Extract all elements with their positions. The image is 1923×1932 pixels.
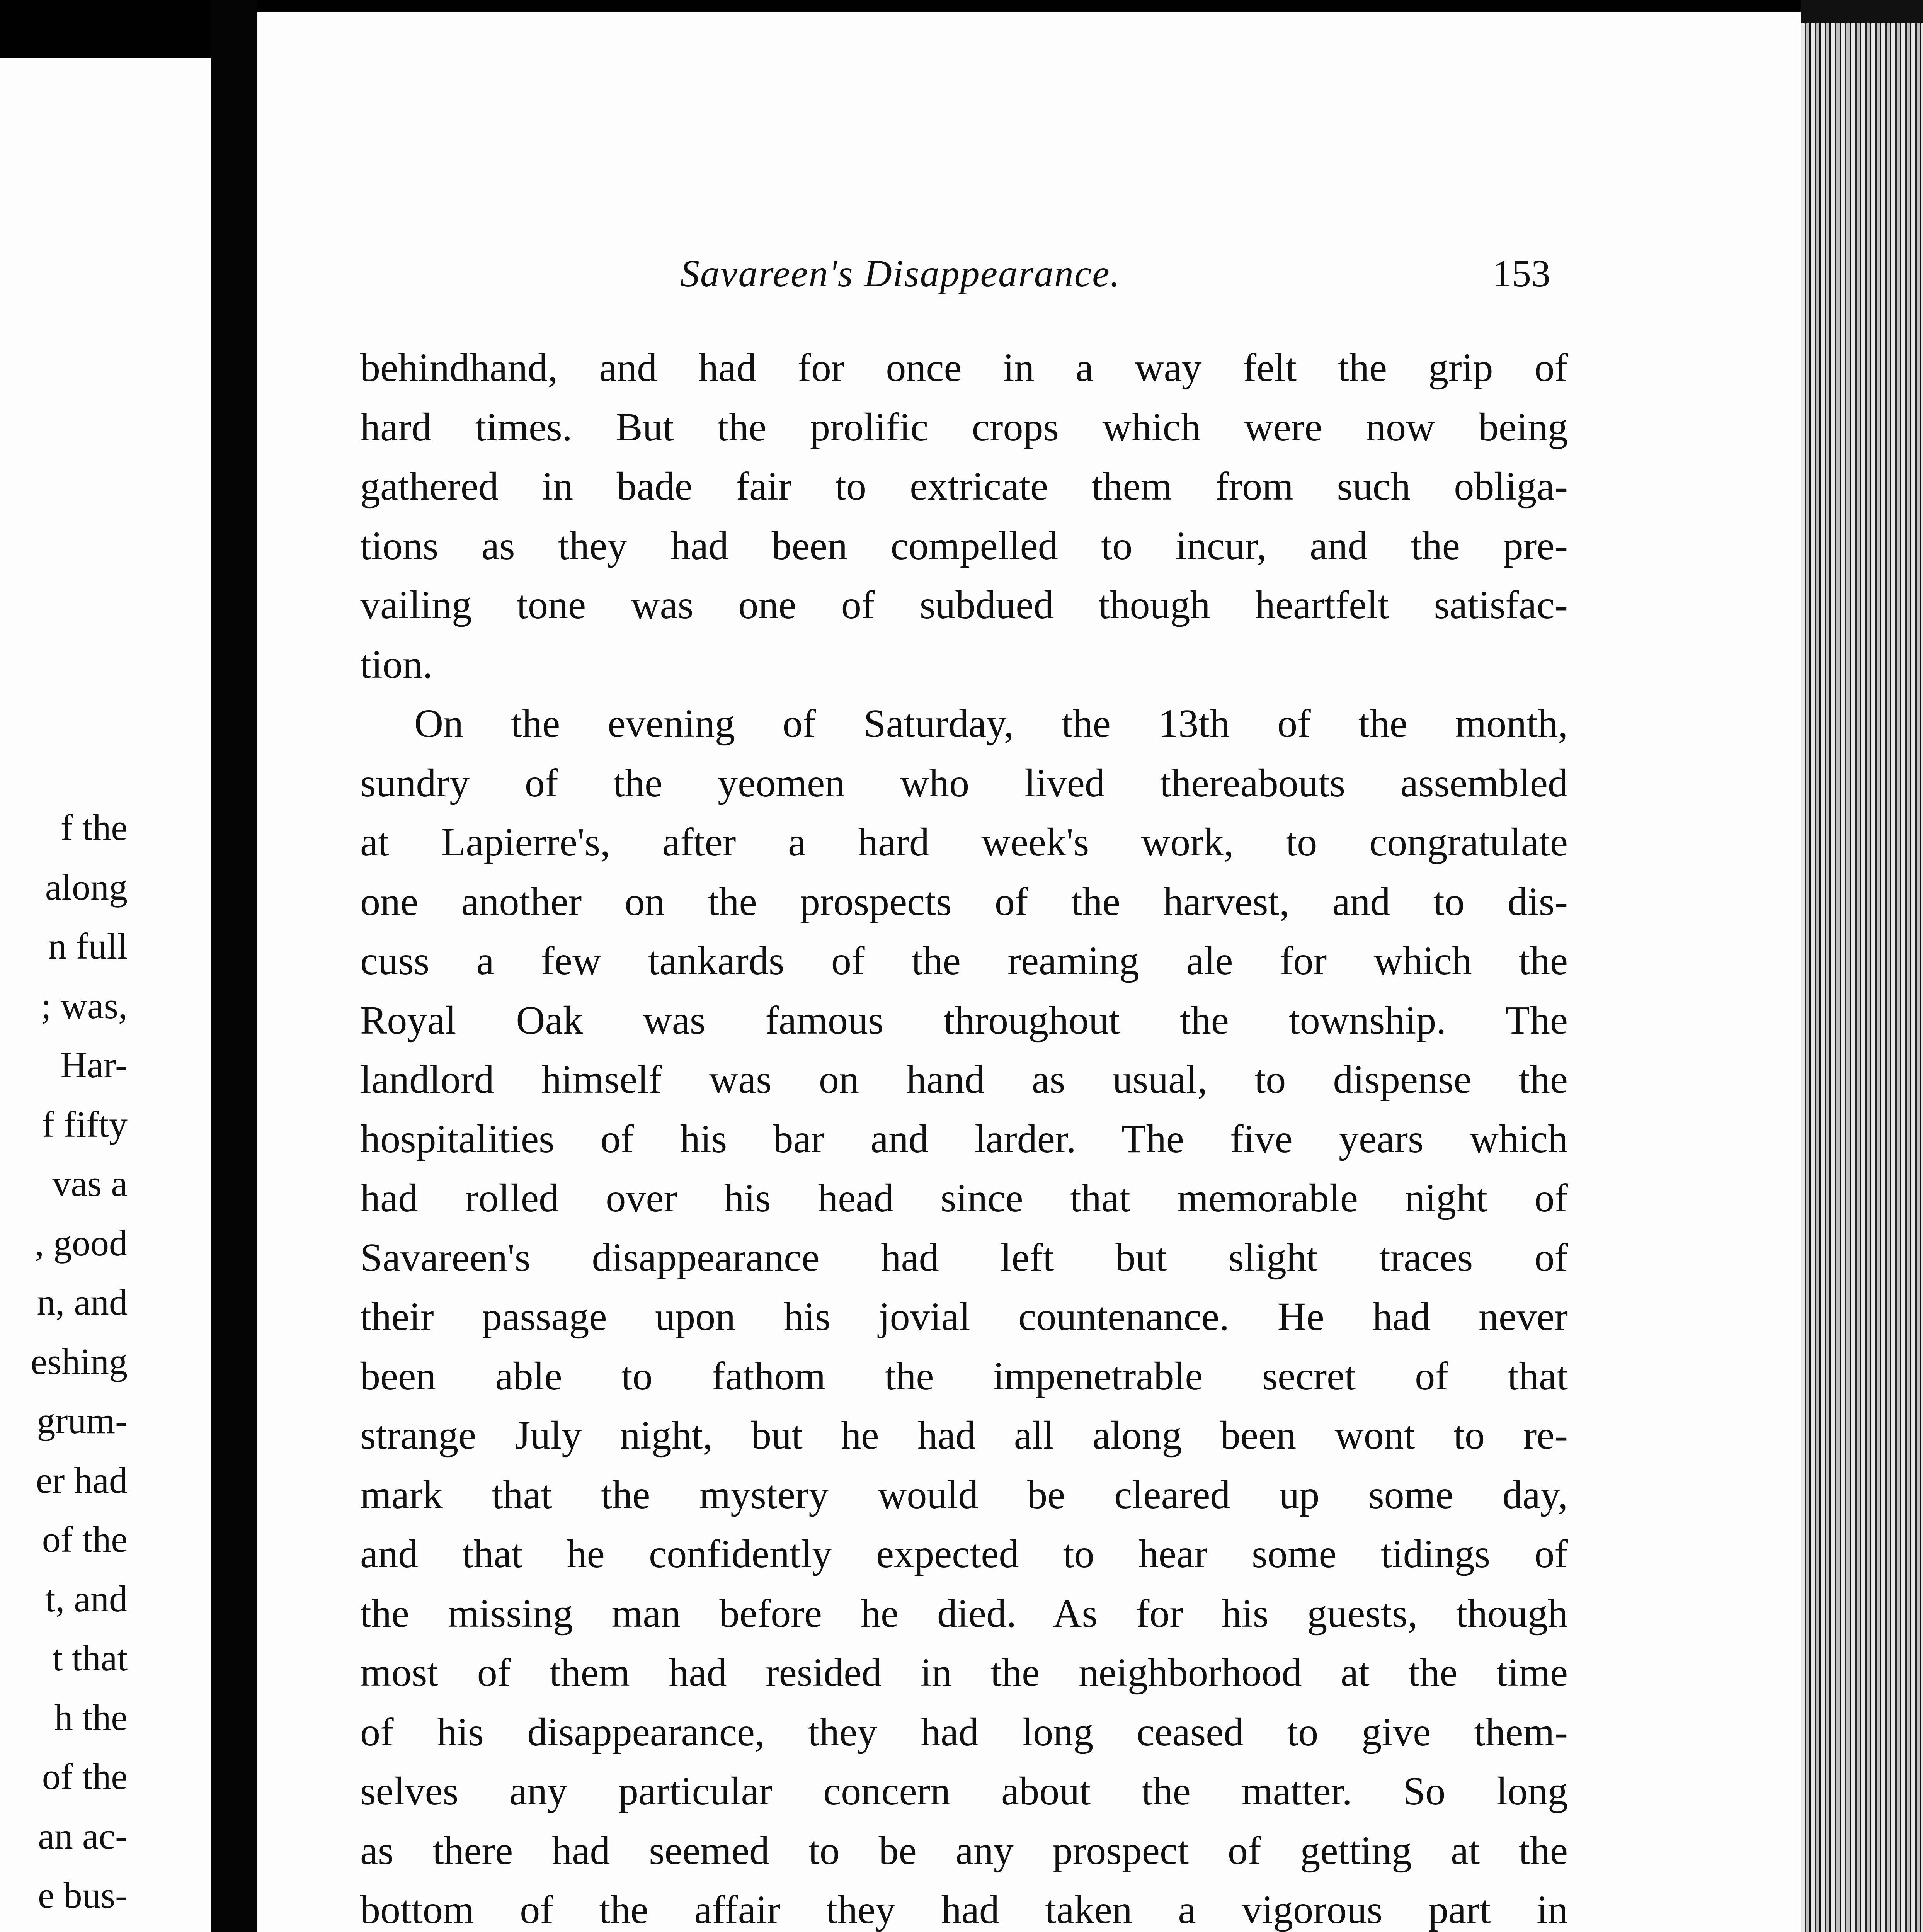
text-line: and that he confidently expected to hear some tidings of bbox=[360, 1532, 1568, 1576]
text-line: Royal Oak was famous throughout the township. The bbox=[360, 998, 1568, 1043]
facing-line: along bbox=[45, 866, 128, 908]
text-line: strange July night, but he had all along been wont to re- bbox=[360, 1413, 1568, 1458]
text-line: the missing man before he died. As for his guests, though bbox=[360, 1591, 1568, 1636]
facing-line: n full bbox=[48, 925, 128, 967]
text-line: of his disappearance, they had long ceased to give them- bbox=[360, 1709, 1568, 1754]
text-line: had rolled over his head since that memorable night of bbox=[360, 1176, 1568, 1220]
facing-line: grum- bbox=[37, 1400, 128, 1441]
facing-line: e bus- bbox=[38, 1874, 128, 1916]
text-line: bottom of the affair they had taken a vigorous part in bbox=[360, 1888, 1568, 1932]
text-line: Savareen's disappearance had left but slight traces of bbox=[360, 1235, 1568, 1280]
facing-line: , good bbox=[35, 1222, 128, 1264]
facing-line: ; was, bbox=[41, 985, 128, 1026]
body-text bbox=[360, 338, 1568, 1932]
facing-line: n, and bbox=[37, 1281, 128, 1323]
running-head: Savareen's Disappearance. bbox=[680, 252, 1121, 295]
text-line: one another on the prospects of the harvest, and to dis- bbox=[360, 879, 1568, 924]
text-line: gathered in bade fair to extricate them from such obliga- bbox=[360, 464, 1568, 509]
facing-line: t that bbox=[52, 1637, 128, 1679]
page-number: 153 bbox=[1492, 252, 1550, 295]
page-edges-shadow bbox=[1801, 0, 1923, 23]
text-line: tions as they had been compelled to incur, and the pre- bbox=[360, 523, 1568, 568]
facing-page-text bbox=[0, 58, 211, 1932]
facing-line: er had bbox=[36, 1459, 128, 1501]
facing-line: of the bbox=[42, 1756, 128, 1797]
text-line: been able to fathom the impenetrable secret of that bbox=[360, 1354, 1568, 1398]
text-line: mark that the mystery would be cleared up some day, bbox=[360, 1472, 1568, 1517]
facing-line: an ac- bbox=[38, 1815, 128, 1857]
text-line: On the evening of Saturday, the 13th of the month, bbox=[414, 701, 1568, 746]
text-line: tion. bbox=[360, 642, 433, 687]
facing-line: of the bbox=[42, 1519, 128, 1560]
text-line: vailing tone was one of subdued though heartfelt satisfac- bbox=[360, 583, 1568, 627]
facing-line: t, and bbox=[45, 1578, 128, 1619]
text-line: most of them had resided in the neighborhood at the time bbox=[360, 1650, 1568, 1695]
facing-line: f the bbox=[60, 807, 128, 848]
text-line: at Lapierre's, after a hard week's work, to congratulate bbox=[360, 820, 1568, 864]
facing-line: vas a bbox=[52, 1163, 128, 1204]
text-line: their passage upon his jovial countenance. He had never bbox=[360, 1294, 1568, 1339]
text-line: hospitalities of his bar and larder. The five years which bbox=[360, 1116, 1568, 1161]
facing-line: f fifty bbox=[42, 1103, 128, 1145]
text-line: landlord himself was on hand as usual, to dispense the bbox=[360, 1057, 1568, 1102]
text-line: cuss a few tankards of the reaming ale for which the bbox=[360, 939, 1568, 983]
facing-line: eshing bbox=[31, 1340, 128, 1382]
facing-line bbox=[0, 1925, 211, 1932]
book-gutter bbox=[211, 0, 257, 1932]
text-line: as there had seemed to be any prospect of getting at the bbox=[360, 1828, 1568, 1873]
facing-page bbox=[0, 58, 211, 1932]
text-line: selves any particular concern about the matter. So long bbox=[360, 1769, 1568, 1813]
facing-line: Har- bbox=[60, 1044, 128, 1085]
page-edges bbox=[1801, 0, 1923, 1932]
text-line: behindhand, and had for once in a way felt the grip of bbox=[360, 345, 1568, 390]
text-line: hard times. But the prolific crops which were now being bbox=[360, 405, 1568, 449]
text-line: sundry of the yeomen who lived thereabouts assembled bbox=[360, 760, 1568, 805]
facing-line: h the bbox=[54, 1696, 128, 1738]
